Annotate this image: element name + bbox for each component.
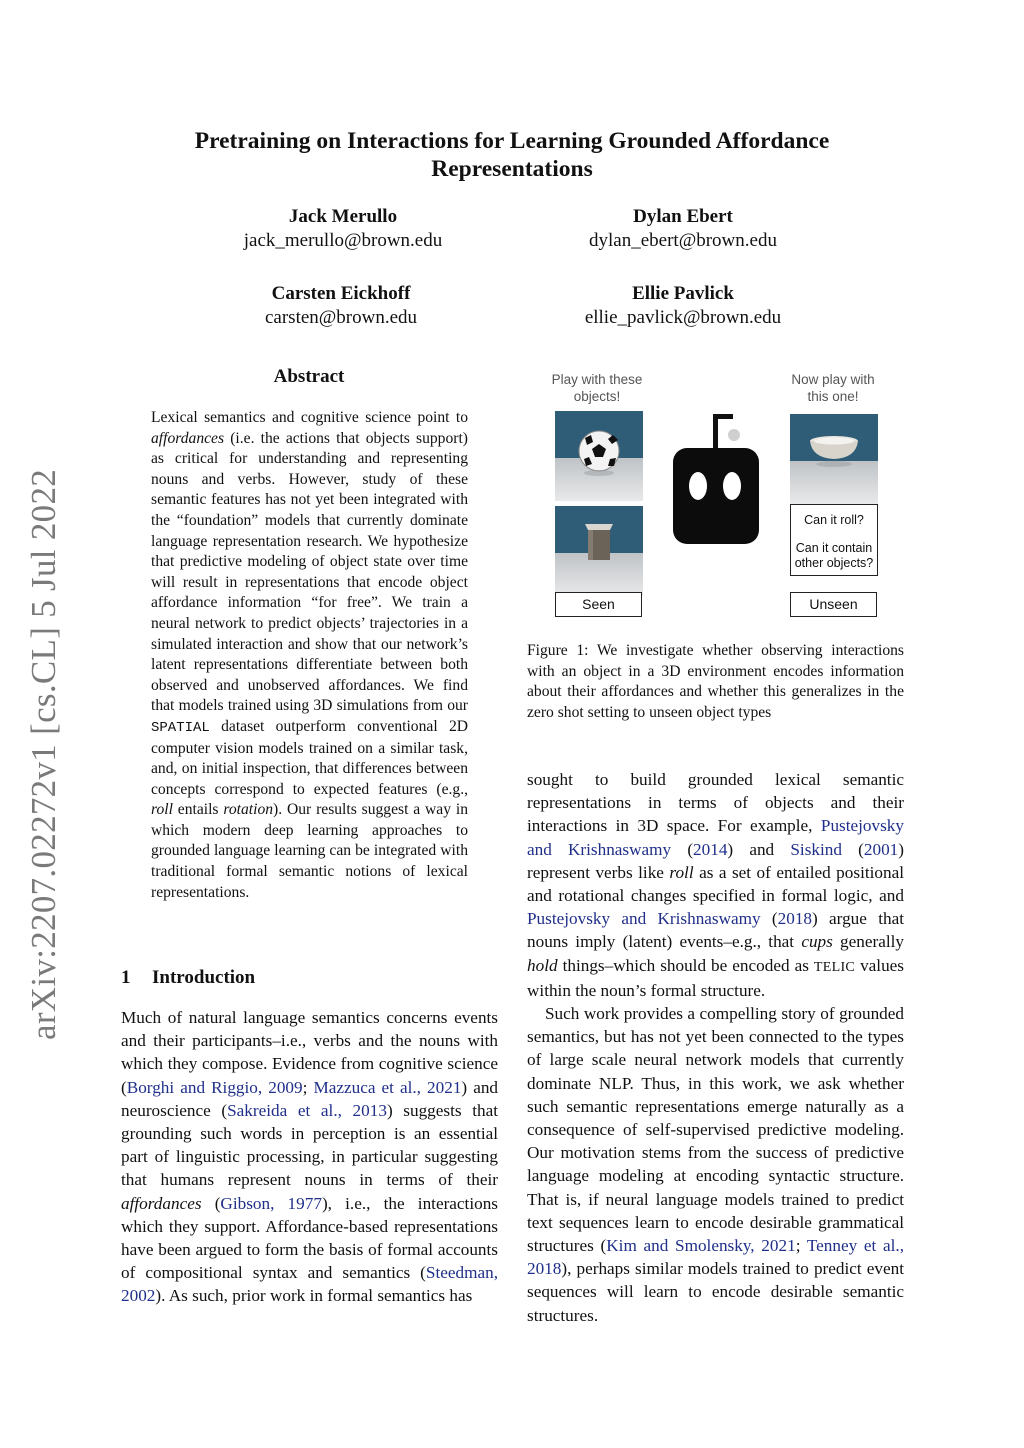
affordance-questions-box: [790, 504, 878, 576]
author-block: [533, 282, 833, 330]
question-roll: Can it roll?: [804, 513, 864, 527]
citation-link[interactable]: 2018: [777, 909, 813, 929]
author-email[interactable]: jack_merullo@brown.edu: [243, 230, 443, 251]
citation-link[interactable]: Tenney et al., 2018: [527, 1236, 904, 1279]
author-block: [191, 282, 491, 330]
intro-paragraph-1: Much of natural language semantics concerns events and their participants–i.e., verbs and the nouns with which they compose. Evidence from cognitive science (Borghi and Riggio, 2009; Mazzuca et al., 2021) and neuroscience (Sakreida et al., 2013) suggests that grounding such words in perception is an essential part of linguistic processing, in particular suggesting that humans represent nouns in terms of their affordances (Gibson, 1977), i.e., the interactions which they support. Affordance-based representations have been argued to form the basis of formal accounts of compositional syntax and semantics (Steedman, 2002). As such, prior work in formal semantics has: [121, 1008, 499, 1306]
section-title: Introduction: [152, 967, 256, 988]
intro-right-column: [527, 768, 904, 1327]
author-block: [533, 205, 833, 253]
author-email[interactable]: carsten@brown.edu: [264, 307, 418, 328]
seen-label: Seen: [555, 592, 642, 617]
citation-link[interactable]: Borghi and Riggio, 2009: [126, 1077, 303, 1097]
citation-link[interactable]: Siskind: [790, 839, 842, 859]
figure-label-seen-prompt: Play with these objects!: [551, 372, 643, 404]
citation-link[interactable]: Pustejovsky and Krishnaswamy: [527, 816, 904, 859]
pedestal-thumbnail: [555, 506, 643, 596]
figure-1: [540, 368, 900, 623]
figure-label-unseen-prompt: Now play with this one!: [791, 372, 875, 404]
author-email[interactable]: ellie_pavlick@brown.edu: [584, 307, 782, 328]
soccer-ball-icon: [555, 411, 643, 501]
author-email[interactable]: dylan_ebert@brown.edu: [589, 230, 777, 251]
dataset-name: SPATIAL: [151, 719, 210, 736]
robot-icon: [670, 408, 765, 548]
pedestal-icon: [555, 506, 643, 596]
bowl-thumbnail: [790, 414, 878, 504]
citation-link[interactable]: Sakreida et al., 2013: [227, 1100, 387, 1120]
abstract-text: Lexical semantics and cognitive science point to affordances (i.e. the actions that objects support) as critical for understanding and representing nouns and verbs. However, study of these semantic features has not yet been integrated with the “foundation” models that currently dominate language representation research. We hypothesize that predictive modeling of object state over time will result in representations that encode object affordance information “for free”. We train a neural network to predict objects’ trajectories in a simulated interaction and show that our network’s latent representations differentiate between both observed and unobserved affordances. We find that models trained using 3D simulations from our SPATIAL dataset outperform conventional 2D computer vision models trained on a similar task, and, on initial inspection, that differences between concepts correspond to expected features (e.g., roll entails rotation). Our results suggest a way in which modern deep learning approaches to grounded language learning can be integrated with traditional formal semantic notions of lexical representations.: [151, 409, 468, 901]
author-name: Jack Merullo: [288, 206, 398, 227]
citation-link[interactable]: 2014: [693, 839, 728, 859]
author-name: Dylan Ebert: [633, 206, 733, 227]
paper-title: Pretraining on Interactions for Learning Grounded Affordance Representations: [194, 128, 830, 182]
arxiv-identifier[interactable]: arXiv:2207.02272v1 [cs.CL] 5 Jul 2022: [24, 468, 63, 1040]
citation-link[interactable]: Kim and Smolensky, 2021: [606, 1236, 796, 1256]
intro-paragraph-2: Such work provides a compelling story of grounded semantics, but has not yet been connected to the types of large scale neural network models that currently dominate NLP. Thus, in this work, we ask whether such semantic representations emerge naturally as a consequence of self-supervised predictive modeling. Our motivation stems from the success of predictive language modeling at encoding syntactic structure. That is, if neural language models trained to predict text sequences learn to encode desirable grammatical structures (Kim and Smolensky, 2021; Tenney et al., 2018), perhaps similar models trained to predict event sequences will learn to encode desirable semantic structures.: [527, 1004, 904, 1325]
citation-link[interactable]: 2001: [863, 839, 899, 859]
author-name: Ellie Pavlick: [632, 283, 734, 304]
author-name: Carsten Eickhoff: [271, 283, 411, 304]
section-heading-introduction: [121, 967, 255, 989]
abstract-heading: Abstract: [273, 366, 345, 387]
citation-link[interactable]: Mazzuca et al., 2021: [313, 1077, 462, 1097]
section-number: 1: [121, 967, 131, 988]
figure-caption: Figure 1: We investigate whether observing interactions with an object in a 3D environment encodes information about their affordances and whether this generalizes in the zero shot setting to unseen object types: [527, 642, 904, 722]
soccer-ball-thumbnail: [555, 411, 643, 501]
question-contain: Can it contain other objects?: [794, 541, 874, 570]
citation-link[interactable]: Gibson, 1977: [220, 1193, 322, 1213]
intro-paragraph-1-continued: sought to build grounded lexical semantic representations in terms of objects and their interactions in 3D space. For example, Pustejovsky and Krishnaswamy (2014) and Siskind (2001) represent verbs like roll as a set of entailed positional and rotational changes specified in formal logic, and Pustejovsky and Krishnaswamy (2018) argue that nouns imply (latent) events–e.g., that cups generally hold things–which should be encoded as TELIC values within the noun’s formal structure.: [527, 770, 904, 1000]
citation-link[interactable]: Pustejovsky and Krishnaswamy: [527, 909, 761, 929]
unseen-label: Unseen: [790, 592, 877, 617]
bowl-icon: [790, 414, 878, 504]
citation-link[interactable]: Steedman, 2002: [121, 1263, 498, 1306]
author-block: [193, 205, 493, 253]
